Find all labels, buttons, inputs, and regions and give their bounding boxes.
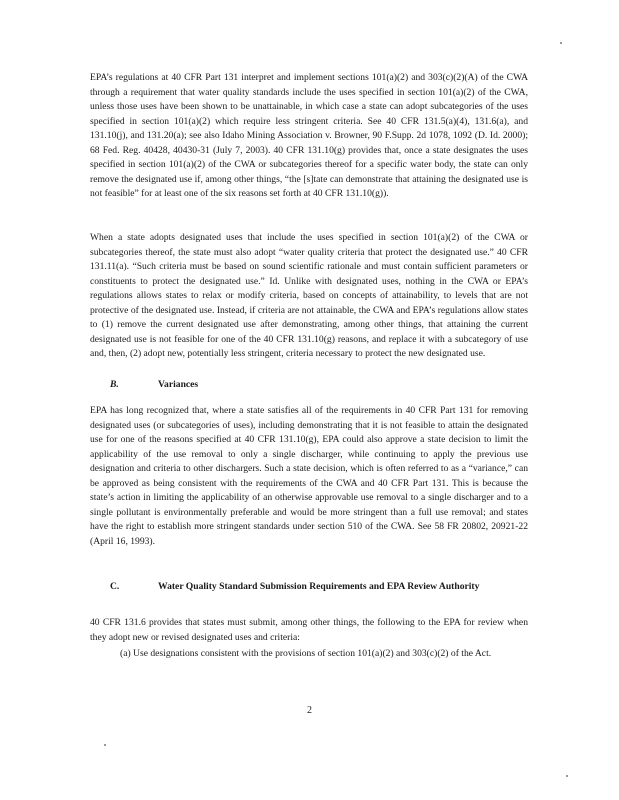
section-title: Variances	[158, 379, 199, 390]
section-letter: C.	[110, 581, 120, 592]
scan-speck	[560, 42, 562, 44]
document-body	[90, 71, 528, 662]
paragraph-submission-intro: 40 CFR 131.6 provides that states must submit, among other things, the following to the EPA for review when they adopt new or revised designated uses and criteria:	[90, 617, 528, 643]
scan-speck	[566, 775, 568, 777]
section-heading-variances	[90, 378, 528, 404]
paragraph-regulations-interpretation: EPA’s regulations at 40 CFR Part 131 interpret and implement sections 101(a)(2) and 303(c)(2)(A) of the CWA through a requirement that water quality standards include the uses specified in section 101(a)(2) of the CWA, unless those uses have been shown to be unattainable, in which case a state can adopt subcategories of the uses specified in section 101(a)(2) which require less stringent criteria. See 40 CFR 131.5(a)(4), 131.6(a), and 131.10(j), and 131.20(a); see also Idaho Mining Association v. Browner, 90 F.Supp. 2d 1078, 1092 (D. Id. 2000); 68 Fed. Reg. 40428, 40430-31 (July 7, 2003). 40 CFR 131.10(g) provides that, once a state designates the uses specified in section 101(a)(2) of the CWA or subcategories thereof for a specific water body, the state can only remove the designated use if, among other things, “the [s]tate can demonstrate that attaining the designated use is not feasible” for at least one of the six reasons set forth at 40 CFR 131.10(g)).	[90, 72, 528, 200]
section-letter: B.	[110, 379, 119, 390]
section-heading-submission-requirements	[90, 580, 528, 616]
paragraph-designated-uses-criteria: When a state adopts designated uses that include the uses specified in section 101(a)(2) of the CWA or subcategories thereof, the state must also adopt “water quality criteria that protect the designated use.” 40 CFR 131.11(a). “Such criteria must be based on sound scientific rationale and must contain sufficient parameters or constituents to protect the designated use.” Id. Unlike with designated uses, nothing in the CWA or EPA’s regulations allows states to relax or modify criteria, based on concepts of attainability, to levels that are not protective of the designated use. Instead, if criteria are not attainable, the CWA and EPA’s regulations allow states to (1) remove the current designated use after demonstrating, among other things, that attaining the current designated use is not feasible for one of the 40 CFR 131.10(g) reasons, and replace it with a subcategory of use and, then, (2) adopt new, potentially less stringent, criteria necessary to protect the new designated use.	[90, 232, 528, 360]
page-number: 2	[307, 705, 312, 716]
scan-speck	[104, 744, 106, 746]
list-item-use-designations: (a) Use designations consistent with the provisions of section 101(a)(2) and 303(c)(2) of the Act.	[120, 648, 492, 659]
section-title: Water Quality Standard Submission Requirements and EPA Review Authority	[158, 581, 480, 592]
paragraph-variances: EPA has long recognized that, where a state satisfies all of the requirements in 40 CFR Part 131 for removing designated uses (or subcategories of uses), including demonstrating that it is not feasible to attain the designated use for one of the reasons specified at 40 CFR 131.10(g), EPA could also approve a state decision to limit the applicability of the use removal to only a single discharger, while continuing to apply the previous use designation and criteria to other dischargers. Such a state decision, which is often referred to as a “variance,” can be approved as being consistent with the requirements of the CWA and 40 CFR Part 131. This is because the state’s action in limiting the applicability of an otherwise approvable use removal to a single discharger and to a single pollutant is environmentally preferable and would be more stringent than a full use removal; and states have the right to establish more stringent standards under section 510 of the CWA. See 58 FR 20802, 20921-22 (April 16, 1993).	[90, 405, 528, 547]
